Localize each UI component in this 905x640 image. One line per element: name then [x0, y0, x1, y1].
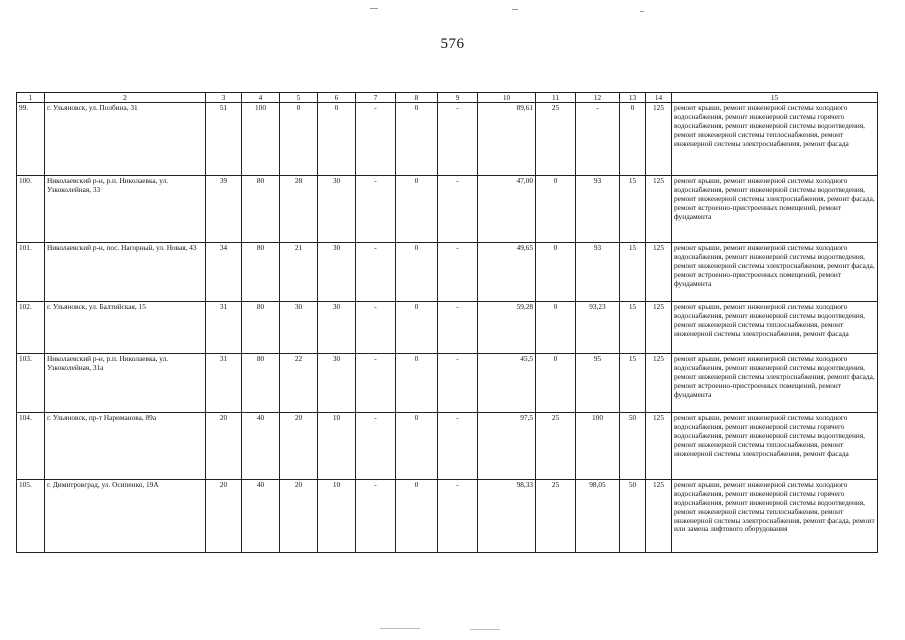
value-cell: 40 — [242, 413, 280, 480]
row-number: 101. — [17, 243, 45, 302]
value-cell: 10 — [318, 480, 356, 553]
value-cell: 0 — [396, 103, 438, 176]
value-cell: 15 — [620, 176, 646, 243]
value-cell: - — [438, 103, 478, 176]
value-cell: - — [356, 354, 396, 413]
value-cell: 39 — [206, 176, 242, 243]
value-cell: 125 — [646, 480, 672, 553]
value-cell: 20 — [206, 480, 242, 553]
value-cell: 89,61 — [478, 103, 536, 176]
value-cell: 47,00 — [478, 176, 536, 243]
value-cell: 125 — [646, 354, 672, 413]
col-header: 10 — [478, 93, 536, 103]
address-cell: г. Димитровград, ул. Осипенко, 19А — [45, 480, 206, 553]
value-cell: 80 — [242, 176, 280, 243]
value-cell: - — [438, 243, 478, 302]
address-cell: Николаевский р-н, пос. Нагорный, ул. Новая, 43 — [45, 243, 206, 302]
value-cell: 0 — [536, 354, 576, 413]
table-row — [17, 103, 878, 176]
value-cell: 0 — [318, 103, 356, 176]
works-cell: ремонт крыши, ремонт инженерной системы холодного водоснабжения, ремонт инженерной системы горячего водоснабжения, ремонт инженерной системы водоотведения, ремонт инженерной системы теплоснабжения, ремонт инженерной системы электроснабжения, ремонт фасада — [672, 103, 878, 176]
value-cell: 125 — [646, 302, 672, 354]
col-header: 13 — [620, 93, 646, 103]
table-row — [17, 480, 878, 553]
address-cell: г. Ульяновск, пр-т Нариманова, 89а — [45, 413, 206, 480]
value-cell: 0 — [536, 176, 576, 243]
value-cell: 0 — [396, 480, 438, 553]
address-cell: г. Ульяновск, ул. Полбина, 31 — [45, 103, 206, 176]
value-cell: 20 — [280, 413, 318, 480]
value-cell: 97,5 — [478, 413, 536, 480]
value-cell: 80 — [242, 243, 280, 302]
col-header: 12 — [576, 93, 620, 103]
row-number: 104. — [17, 413, 45, 480]
table-row — [17, 302, 878, 354]
value-cell: 0 — [536, 302, 576, 354]
value-cell: 0 — [396, 176, 438, 243]
row-number: 99. — [17, 103, 45, 176]
row-number: 103. — [17, 354, 45, 413]
value-cell: 0 — [396, 413, 438, 480]
value-cell: 59,28 — [478, 302, 536, 354]
value-cell: - — [356, 243, 396, 302]
address-cell: Николаевский р-н, р.п. Николаевка, ул. Узкоколейная, 33 — [45, 176, 206, 243]
repair-registry-table — [16, 92, 878, 553]
value-cell: 45,5 — [478, 354, 536, 413]
col-header: 14 — [646, 93, 672, 103]
value-cell: 21 — [280, 243, 318, 302]
value-cell: 125 — [646, 176, 672, 243]
value-cell: 51 — [206, 103, 242, 176]
scan-speck — [380, 628, 420, 629]
value-cell: 0 — [620, 103, 646, 176]
value-cell: - — [438, 480, 478, 553]
value-cell: 22 — [280, 354, 318, 413]
value-cell: 93,23 — [576, 302, 620, 354]
scan-speck — [470, 629, 500, 630]
value-cell: - — [356, 480, 396, 553]
value-cell: - — [356, 413, 396, 480]
works-cell: ремонт крыши, ремонт инженерной системы холодного водоснабжения, ремонт инженерной системы водоотведения, ремонт инженерной системы электроснабжения, ремонт фасада, ремонт встроенно-пристроенных помещений, ремонт фундамента — [672, 176, 878, 243]
value-cell: 125 — [646, 243, 672, 302]
value-cell: 34 — [206, 243, 242, 302]
value-cell: 30 — [318, 354, 356, 413]
value-cell: - — [438, 354, 478, 413]
value-cell: 15 — [620, 302, 646, 354]
value-cell: 50 — [620, 413, 646, 480]
value-cell: 0 — [396, 243, 438, 302]
value-cell: - — [576, 103, 620, 176]
value-cell: 95 — [576, 354, 620, 413]
table-row — [17, 243, 878, 302]
value-cell: - — [356, 176, 396, 243]
col-header: 2 — [45, 93, 206, 103]
value-cell: 125 — [646, 413, 672, 480]
value-cell: 15 — [620, 243, 646, 302]
column-number-row — [17, 93, 878, 103]
value-cell: 0 — [396, 302, 438, 354]
works-cell: ремонт крыши, ремонт инженерной системы холодного водоснабжения, ремонт инженерной системы водоотведения, ремонт инженерной системы электроснабжения, ремонт фасада, ремонт встроенно-пристроенных помещений, ремонт фундамента — [672, 354, 878, 413]
address-cell: Николаевский р-н, р.п. Николаевка, ул. Узкоколейная, 31а — [45, 354, 206, 413]
value-cell: 20 — [206, 413, 242, 480]
value-cell: 93 — [576, 176, 620, 243]
value-cell: 25 — [536, 103, 576, 176]
value-cell: 49,65 — [478, 243, 536, 302]
page-number: 576 — [440, 36, 465, 52]
value-cell: 100 — [576, 413, 620, 480]
value-cell: - — [438, 302, 478, 354]
value-cell: 80 — [242, 354, 280, 413]
row-number: 105. — [17, 480, 45, 553]
value-cell: 125 — [646, 103, 672, 176]
works-cell: ремонт крыши, ремонт инженерной системы холодного водоснабжения, ремонт инженерной системы горячего водоснабжения, ремонт инженерной системы водоотведения, ремонт инженерной системы теплоснабжения, ремонт инженерной системы электроснабжения, ремонт фасада — [672, 413, 878, 480]
table-row — [17, 176, 878, 243]
col-header: 6 — [318, 93, 356, 103]
col-header: 15 — [672, 93, 878, 103]
value-cell: 30 — [280, 302, 318, 354]
value-cell: 20 — [280, 480, 318, 553]
value-cell: - — [438, 176, 478, 243]
col-header: 11 — [536, 93, 576, 103]
address-cell: г. Ульяновск, ул. Балтийская, 15 — [45, 302, 206, 354]
col-header: 5 — [280, 93, 318, 103]
col-header: 9 — [438, 93, 478, 103]
value-cell: 0 — [280, 103, 318, 176]
value-cell: 80 — [242, 302, 280, 354]
works-cell: ремонт крыши, ремонт инженерной системы холодного водоснабжения, ремонт инженерной системы горячего водоснабжения, ремонт инженерной системы водоотведения, ремонт инженерной системы теплоснабжения, ремонт инженерной системы электроснабжения, ремонт фасада, ремонт или замена лифтового оборудования — [672, 480, 878, 553]
value-cell: 98,33 — [478, 480, 536, 553]
value-cell: 25 — [536, 413, 576, 480]
value-cell: 0 — [536, 243, 576, 302]
value-cell: 10 — [318, 413, 356, 480]
value-cell: 30 — [318, 176, 356, 243]
value-cell: 30 — [318, 243, 356, 302]
value-cell: 28 — [280, 176, 318, 243]
scan-speck — [512, 9, 518, 10]
value-cell: 30 — [318, 302, 356, 354]
value-cell: - — [438, 413, 478, 480]
value-cell: 98,05 — [576, 480, 620, 553]
value-cell: 40 — [242, 480, 280, 553]
value-cell: 15 — [620, 354, 646, 413]
table-row — [17, 354, 878, 413]
table-row — [17, 413, 878, 480]
col-header: 7 — [356, 93, 396, 103]
value-cell: 31 — [206, 354, 242, 413]
col-header: 8 — [396, 93, 438, 103]
row-number: 102. — [17, 302, 45, 354]
value-cell: 50 — [620, 480, 646, 553]
works-cell: ремонт крыши, ремонт инженерной системы холодного водоснабжения, ремонт инженерной системы водоотведения, ремонт инженерной системы электроснабжения, ремонт фасада, ремонт встроенно-пристроенных помещений, ремонт фундамента — [672, 243, 878, 302]
value-cell: - — [356, 103, 396, 176]
value-cell: 0 — [396, 354, 438, 413]
works-cell: ремонт крыши, ремонт инженерной системы холодного водоснабжения, ремонт инженерной системы водоотведения, ремонт инженерной системы теплоснабжения, ремонт инженерной системы электроснабжения, ремонт фасада — [672, 302, 878, 354]
col-header: 1 — [17, 93, 45, 103]
scan-speck — [370, 8, 378, 9]
value-cell: 93 — [576, 243, 620, 302]
value-cell: 25 — [536, 480, 576, 553]
value-cell: 31 — [206, 302, 242, 354]
col-header: 3 — [206, 93, 242, 103]
col-header: 4 — [242, 93, 280, 103]
row-number: 100. — [17, 176, 45, 243]
scan-speck — [640, 11, 644, 12]
value-cell: - — [356, 302, 396, 354]
value-cell: 100 — [242, 103, 280, 176]
